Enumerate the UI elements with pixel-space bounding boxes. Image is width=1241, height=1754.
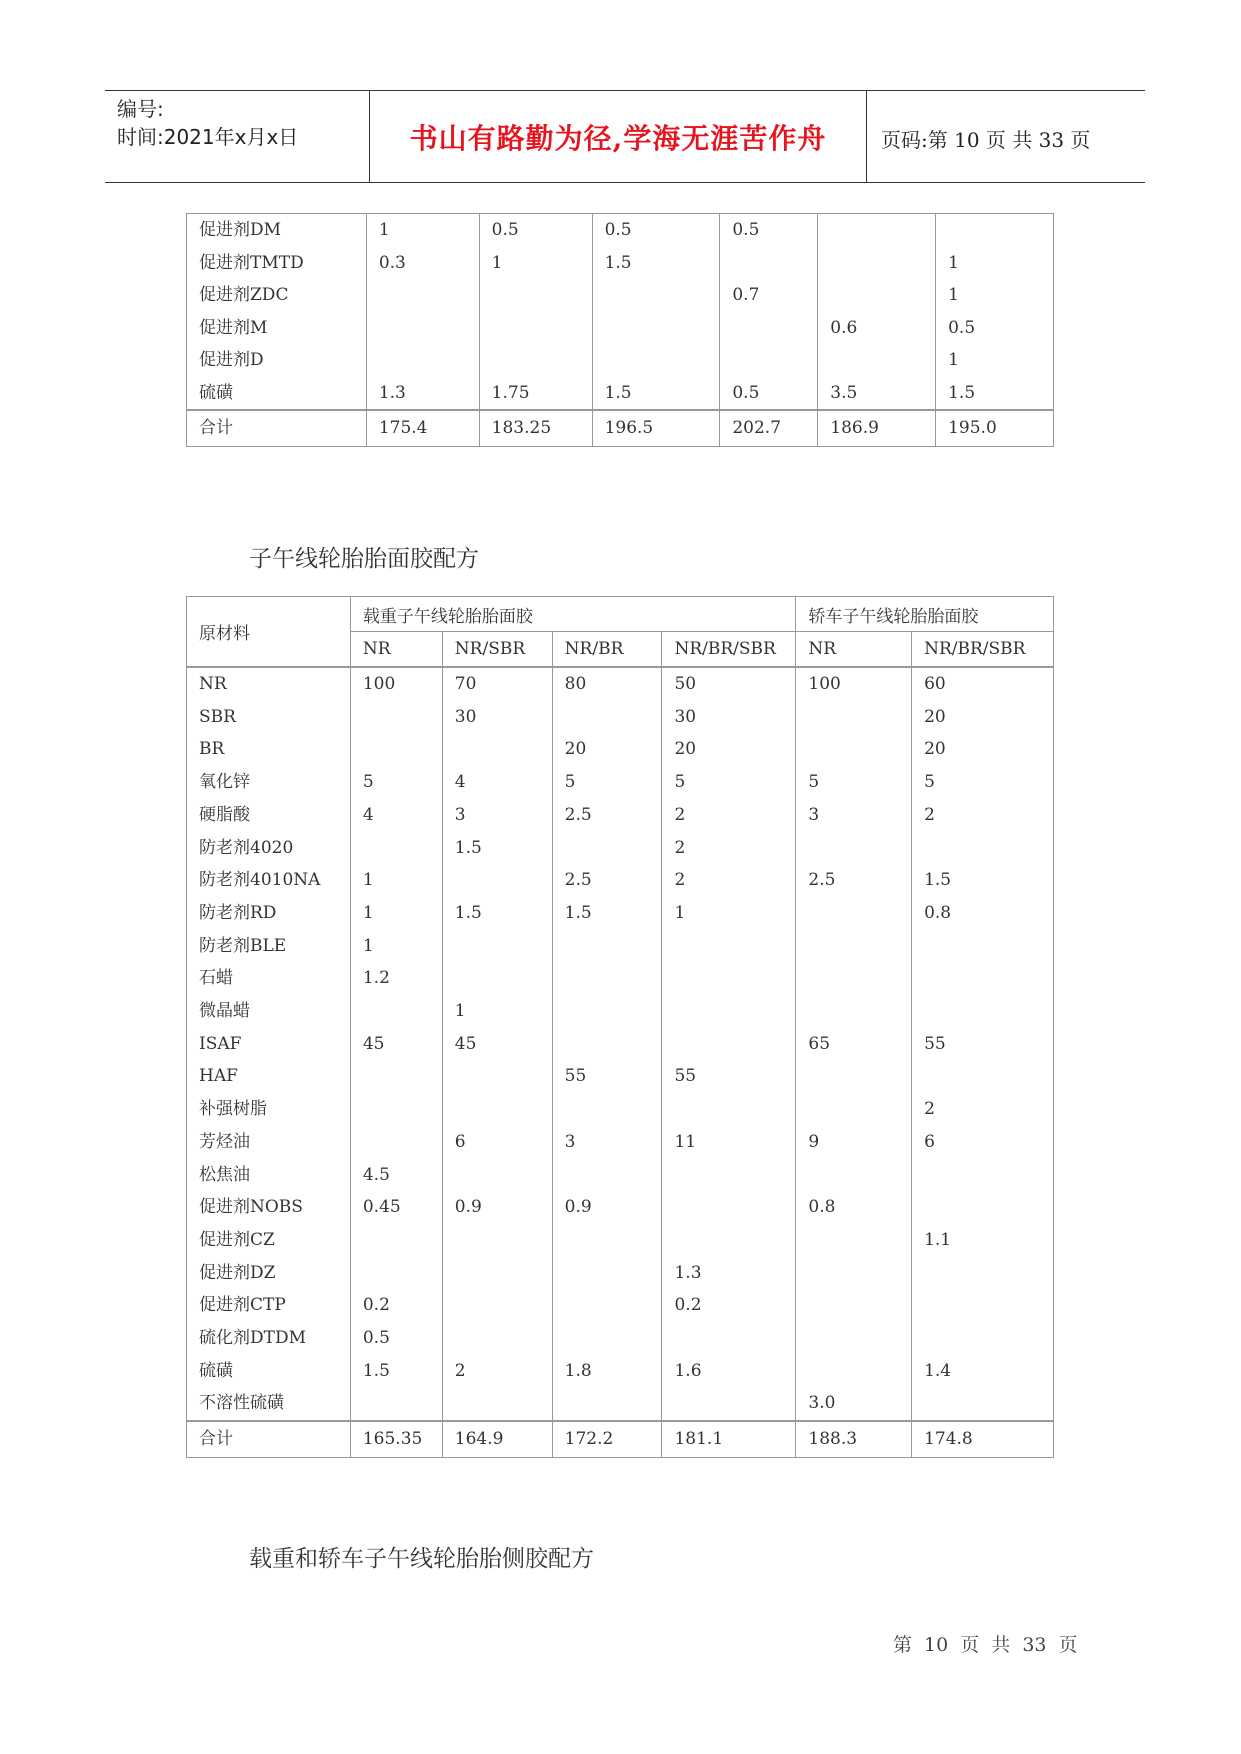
value-cell [662, 962, 796, 995]
value-cell: 3 [552, 1126, 662, 1159]
table-row [187, 1028, 1054, 1061]
value-cell: 1 [442, 995, 552, 1028]
value-cell [912, 995, 1054, 1028]
value-cell: 0.6 [818, 312, 936, 345]
value-cell [912, 1322, 1054, 1355]
material-name-cell: BR [187, 733, 351, 766]
value-cell [350, 1257, 442, 1290]
value-cell: 1.5 [442, 832, 552, 865]
value-cell: 3.0 [796, 1387, 912, 1421]
value-cell: 1.5 [936, 377, 1054, 411]
value-cell: 1 [936, 247, 1054, 280]
value-cell [552, 930, 662, 963]
total-value-cell: 164.9 [442, 1421, 552, 1458]
value-cell: 0.8 [796, 1191, 912, 1224]
value-cell [350, 701, 442, 734]
material-name-cell: HAF [187, 1060, 351, 1093]
value-cell [552, 1322, 662, 1355]
value-cell: 20 [912, 701, 1054, 734]
value-cell: 9 [796, 1126, 912, 1159]
total-value-cell: 186.9 [818, 410, 936, 447]
value-cell: 0.9 [442, 1191, 552, 1224]
value-cell: 4 [442, 766, 552, 799]
value-cell [442, 930, 552, 963]
value-cell: 0.2 [662, 1289, 796, 1322]
value-cell [552, 1387, 662, 1421]
value-cell: 4 [350, 799, 442, 832]
value-cell [662, 1093, 796, 1126]
accelerator-table-body [187, 214, 1054, 447]
value-cell: 2 [912, 1093, 1054, 1126]
material-name-cell: 促进剂M [187, 312, 367, 345]
table-row [187, 344, 1054, 377]
value-cell [796, 1224, 912, 1257]
sub-header: NR/BR/SBR [662, 632, 796, 668]
value-cell [912, 962, 1054, 995]
value-cell: 1.5 [350, 1355, 442, 1388]
value-cell [442, 1159, 552, 1192]
value-cell [442, 1387, 552, 1421]
table-row [187, 377, 1054, 411]
value-cell [592, 312, 720, 345]
value-cell [796, 930, 912, 963]
value-cell: 1.4 [912, 1355, 1054, 1388]
sub-header: NR/BR/SBR [912, 632, 1054, 668]
value-cell: 0.45 [350, 1191, 442, 1224]
value-cell: 2.5 [552, 864, 662, 897]
material-name-cell: 硫磺 [187, 377, 367, 411]
value-cell: 2 [662, 799, 796, 832]
value-cell [552, 1289, 662, 1322]
value-cell: 6 [912, 1126, 1054, 1159]
value-cell: 1.1 [912, 1224, 1054, 1257]
value-cell: 55 [662, 1060, 796, 1093]
table-row [187, 1257, 1054, 1290]
material-name-cell: NR [187, 667, 351, 701]
value-cell: 0.5 [592, 214, 720, 247]
value-cell [912, 930, 1054, 963]
value-cell [350, 1093, 442, 1126]
value-cell: 30 [662, 701, 796, 734]
value-cell [552, 1159, 662, 1192]
value-cell [592, 344, 720, 377]
value-cell: 20 [552, 733, 662, 766]
value-cell: 5 [912, 766, 1054, 799]
raw-material-header: 原材料 [187, 597, 351, 668]
value-cell: 3 [442, 799, 552, 832]
value-cell: 1.3 [662, 1257, 796, 1290]
section-title-tread: 子午线轮胎胎面胶配方 [249, 546, 479, 572]
value-cell [720, 344, 818, 377]
value-cell: 1 [936, 344, 1054, 377]
material-name-cell: 防老剂BLE [187, 930, 351, 963]
material-name-cell: 促进剂DZ [187, 1257, 351, 1290]
value-cell [552, 1257, 662, 1290]
material-name-cell: 促进剂DM [187, 214, 367, 247]
value-cell: 2.5 [796, 864, 912, 897]
table-row [187, 1060, 1054, 1093]
value-cell [662, 1028, 796, 1061]
value-cell: 1.75 [479, 377, 592, 411]
value-cell: 2 [912, 799, 1054, 832]
value-cell [912, 1159, 1054, 1192]
material-name-cell: SBR [187, 701, 351, 734]
value-cell: 50 [662, 667, 796, 701]
value-cell: 4.5 [350, 1159, 442, 1192]
value-cell [442, 1289, 552, 1322]
value-cell [350, 1224, 442, 1257]
value-cell: 70 [442, 667, 552, 701]
value-cell: 5 [350, 766, 442, 799]
material-name-cell: 不溶性硫磺 [187, 1387, 351, 1421]
header-motto: 书山有路勤为径,学海无涯苦作舟 [409, 122, 827, 155]
value-cell: 1.2 [350, 962, 442, 995]
value-cell: 80 [552, 667, 662, 701]
material-name-cell: 促进剂ZDC [187, 279, 367, 312]
total-row [187, 1421, 1054, 1458]
value-cell: 60 [912, 667, 1054, 701]
value-cell: 1.8 [552, 1355, 662, 1388]
value-cell: 0.5 [936, 312, 1054, 345]
value-cell: 3.5 [818, 377, 936, 411]
table-row [187, 1191, 1054, 1224]
table-row [187, 1126, 1054, 1159]
table-row [187, 667, 1054, 701]
tread-formula-table-body [187, 667, 1054, 1458]
material-name-cell: 促进剂TMTD [187, 247, 367, 280]
value-cell: 3 [796, 799, 912, 832]
sub-header: NR/BR [552, 632, 662, 668]
value-cell: 100 [350, 667, 442, 701]
value-cell: 5 [662, 766, 796, 799]
value-cell: 0.7 [720, 279, 818, 312]
value-cell: 0.3 [366, 247, 479, 280]
value-cell: 1.5 [592, 247, 720, 280]
total-value-cell: 174.8 [912, 1421, 1054, 1458]
table-row [187, 1289, 1054, 1322]
value-cell [479, 312, 592, 345]
value-cell [720, 247, 818, 280]
total-value-cell: 175.4 [366, 410, 479, 447]
material-name-cell: 防老剂RD [187, 897, 351, 930]
table-row [187, 1387, 1054, 1421]
value-cell [912, 1060, 1054, 1093]
value-cell [796, 962, 912, 995]
value-cell [720, 312, 818, 345]
total-row [187, 410, 1054, 447]
value-cell [796, 1257, 912, 1290]
material-name-cell: 促进剂D [187, 344, 367, 377]
value-cell: 0.9 [552, 1191, 662, 1224]
value-cell [350, 832, 442, 865]
material-name-cell: 防老剂4010NA [187, 864, 351, 897]
value-cell: 1 [479, 247, 592, 280]
material-name-cell: 防老剂4020 [187, 832, 351, 865]
total-value-cell: 165.35 [350, 1421, 442, 1458]
value-cell [912, 1191, 1054, 1224]
value-cell [479, 344, 592, 377]
material-name-cell: 微晶蜡 [187, 995, 351, 1028]
total-value-cell: 195.0 [936, 410, 1054, 447]
material-name-cell: ISAF [187, 1028, 351, 1061]
table-row [187, 864, 1054, 897]
table-row [187, 995, 1054, 1028]
value-cell [552, 962, 662, 995]
value-cell [796, 1093, 912, 1126]
table-row [187, 799, 1054, 832]
value-cell [818, 344, 936, 377]
table-row [187, 1093, 1054, 1126]
value-cell: 0.5 [720, 214, 818, 247]
material-name-cell: 石蜡 [187, 962, 351, 995]
value-cell [818, 214, 936, 247]
value-cell: 55 [912, 1028, 1054, 1061]
section-title-sidewall: 载重和轿车子午线轮胎胎侧胶配方 [249, 1546, 594, 1572]
table-row [187, 279, 1054, 312]
value-cell [796, 1159, 912, 1192]
material-name-cell: 芳烃油 [187, 1126, 351, 1159]
value-cell: 100 [796, 667, 912, 701]
value-cell [442, 1224, 552, 1257]
table-row [187, 247, 1054, 280]
value-cell [592, 279, 720, 312]
value-cell [350, 1387, 442, 1421]
material-name-cell: 硫化剂DTDM [187, 1322, 351, 1355]
table-row [187, 1355, 1054, 1388]
heavy-truck-group-header: 载重子午线轮胎胎面胶 [350, 597, 796, 632]
value-cell [662, 1322, 796, 1355]
table-row [187, 701, 1054, 734]
value-cell: 1 [662, 897, 796, 930]
value-cell: 1 [936, 279, 1054, 312]
value-cell [552, 1093, 662, 1126]
value-cell: 1 [350, 864, 442, 897]
value-cell: 0.2 [350, 1289, 442, 1322]
table-row [187, 312, 1054, 345]
value-cell [796, 1322, 912, 1355]
total-label-cell: 合计 [187, 410, 367, 447]
accelerator-table [186, 213, 1054, 447]
value-cell [442, 1060, 552, 1093]
value-cell [442, 733, 552, 766]
value-cell: 5 [552, 766, 662, 799]
value-cell: 65 [796, 1028, 912, 1061]
document-time-label: 时间:2021年x月x日 [117, 125, 299, 149]
table-row [187, 930, 1054, 963]
material-name-cell: 促进剂CZ [187, 1224, 351, 1257]
header-motto-cell [370, 91, 867, 182]
total-value-cell: 183.25 [479, 410, 592, 447]
value-cell: 0.5 [479, 214, 592, 247]
value-cell [818, 279, 936, 312]
material-name-cell: 促进剂CTP [187, 1289, 351, 1322]
value-cell [662, 1191, 796, 1224]
document-number-label: 编号: [117, 97, 164, 121]
value-cell [796, 1060, 912, 1093]
value-cell [912, 1289, 1054, 1322]
value-cell [662, 1159, 796, 1192]
value-cell [350, 733, 442, 766]
value-cell [552, 701, 662, 734]
value-cell: 1.5 [442, 897, 552, 930]
value-cell: 6 [442, 1126, 552, 1159]
value-cell: 1.6 [662, 1355, 796, 1388]
value-cell: 1 [350, 897, 442, 930]
value-cell [350, 1126, 442, 1159]
value-cell: 2 [442, 1355, 552, 1388]
value-cell [912, 1257, 1054, 1290]
value-cell [912, 832, 1054, 865]
table-row [187, 1224, 1054, 1257]
value-cell [442, 1257, 552, 1290]
total-value-cell: 181.1 [662, 1421, 796, 1458]
passenger-car-group-header: 轿车子午线轮胎胎面胶 [796, 597, 1054, 632]
total-value-cell: 188.3 [796, 1421, 912, 1458]
value-cell: 2 [662, 832, 796, 865]
table-row [187, 214, 1054, 247]
value-cell [796, 701, 912, 734]
value-cell [350, 995, 442, 1028]
value-cell [796, 1289, 912, 1322]
value-cell: 1.5 [912, 864, 1054, 897]
table-row [187, 962, 1054, 995]
value-cell: 55 [552, 1060, 662, 1093]
value-cell: 45 [350, 1028, 442, 1061]
value-cell: 30 [442, 701, 552, 734]
value-cell: 2.5 [552, 799, 662, 832]
value-cell [662, 930, 796, 963]
total-value-cell: 172.2 [552, 1421, 662, 1458]
material-name-cell: 松焦油 [187, 1159, 351, 1192]
value-cell [796, 897, 912, 930]
value-cell: 1.5 [592, 377, 720, 411]
value-cell: 1.5 [552, 897, 662, 930]
table-row [187, 1159, 1054, 1192]
page-header [105, 90, 1145, 183]
value-cell [366, 344, 479, 377]
value-cell [552, 995, 662, 1028]
value-cell [442, 1093, 552, 1126]
material-name-cell: 硬脂酸 [187, 799, 351, 832]
value-cell: 5 [796, 766, 912, 799]
material-name-cell: 补强树脂 [187, 1093, 351, 1126]
table-row [187, 897, 1054, 930]
material-name-cell: 氧化锌 [187, 766, 351, 799]
material-name-cell: 硫磺 [187, 1355, 351, 1388]
value-cell [662, 995, 796, 1028]
value-cell: 0.5 [350, 1322, 442, 1355]
value-cell [796, 995, 912, 1028]
value-cell [366, 279, 479, 312]
value-cell [818, 247, 936, 280]
table-row [187, 832, 1054, 865]
value-cell [442, 1322, 552, 1355]
page-footer: 第 10 页 共 33 页 [893, 1634, 1078, 1656]
value-cell: 11 [662, 1126, 796, 1159]
value-cell: 0.5 [720, 377, 818, 411]
header-page-label: 页码:第 10 页 共 33 页 [881, 128, 1091, 152]
value-cell: 1.3 [366, 377, 479, 411]
sub-header: NR [350, 632, 442, 668]
material-name-cell: 促进剂NOBS [187, 1191, 351, 1224]
header-page-cell [867, 91, 1145, 182]
value-cell: 2 [662, 864, 796, 897]
table-row [187, 1322, 1054, 1355]
total-label-cell: 合计 [187, 1421, 351, 1458]
total-value-cell: 202.7 [720, 410, 818, 447]
value-cell: 20 [662, 733, 796, 766]
value-cell [796, 733, 912, 766]
value-cell [552, 832, 662, 865]
value-cell: 45 [442, 1028, 552, 1061]
table-row [187, 766, 1054, 799]
value-cell [350, 1060, 442, 1093]
sub-header: NR/SBR [442, 632, 552, 668]
value-cell: 20 [912, 733, 1054, 766]
value-cell: 1 [350, 930, 442, 963]
value-cell [796, 1355, 912, 1388]
value-cell [796, 832, 912, 865]
value-cell [936, 214, 1054, 247]
value-cell [552, 1224, 662, 1257]
value-cell [912, 1387, 1054, 1421]
value-cell [479, 279, 592, 312]
value-cell [442, 962, 552, 995]
value-cell [662, 1387, 796, 1421]
total-value-cell: 196.5 [592, 410, 720, 447]
value-cell [552, 1028, 662, 1061]
value-cell [662, 1224, 796, 1257]
value-cell: 1 [366, 214, 479, 247]
value-cell [442, 864, 552, 897]
value-cell [366, 312, 479, 345]
tread-formula-table [186, 596, 1054, 1458]
value-cell: 0.8 [912, 897, 1054, 930]
header-info-cell [105, 91, 370, 182]
table-row [187, 733, 1054, 766]
sub-header: NR [796, 632, 912, 668]
